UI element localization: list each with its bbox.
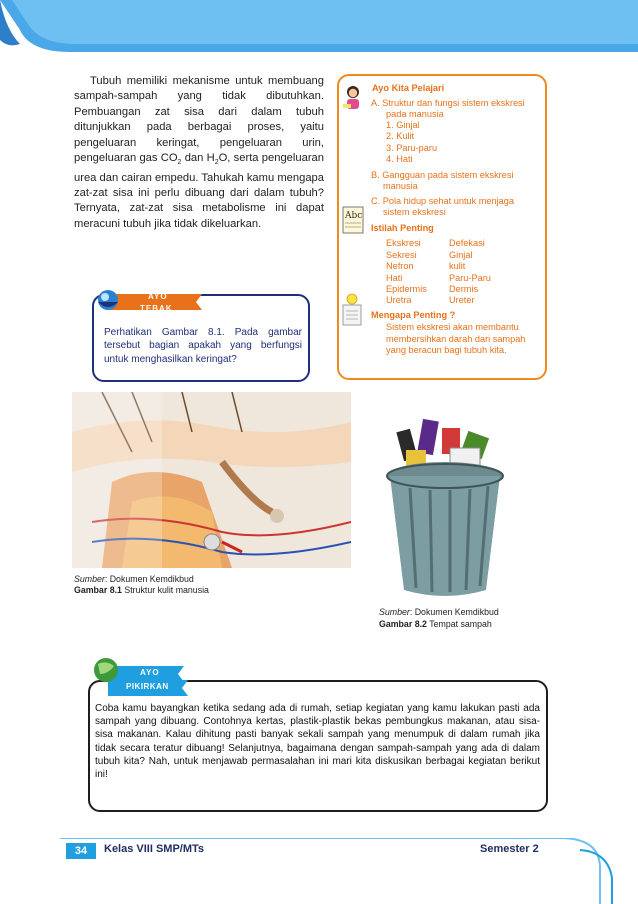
term-right-1: Defekasi: [449, 238, 485, 248]
tebak-question: Perhatikan Gambar 8.1. Pada gambar tersebut bagian apakah yang berfungsi untuk menghasilkan keringat?: [104, 327, 302, 365]
term-left-5: Epidermis: [386, 284, 427, 294]
student-icon: [341, 84, 365, 110]
topic-a-4: 4. Hati: [386, 154, 413, 164]
tebak-banner-label-1: AYO: [148, 292, 168, 301]
lightbulb-note-icon: [340, 293, 364, 327]
top-decoration: [0, 0, 638, 52]
mengapa-line-1: Sistem ekskresi akan membantu: [386, 322, 519, 332]
term-right-3: kulit: [449, 261, 466, 271]
intro-text-a: Tubuh memiliki mekanisme untuk membuang sampah-sampah yang tidak dibutuhkan. Pembuangan zat sisa dari dalam tubuh ditunjukkan pada berbagai proses, yaitu pengeluaran keringat, pengeluaran urin, pengeluaran gas CO: [74, 75, 324, 165]
term-left-4: Hati: [386, 273, 403, 283]
figure1-source: Sumber: Dokumen Kemdikbud: [74, 574, 194, 584]
ayo-kita-pelajari-title: Ayo Kita Pelajari: [372, 83, 445, 93]
term-right-4: Paru-Paru: [449, 273, 491, 283]
topic-a-3: 3. Paru-paru: [386, 143, 438, 153]
intro-paragraph: [74, 74, 324, 232]
term-right-6: Ureter: [449, 295, 475, 305]
topic-c-cont: sistem ekskresi: [383, 207, 446, 217]
pikirkan-banner-label-1: AYO: [140, 668, 160, 677]
figure1-caption: Gambar 8.1 Struktur kulit manusia: [74, 585, 209, 595]
topic-a-cont: pada manusia: [386, 109, 444, 119]
term-left-1: Ekskresi: [386, 238, 421, 248]
dictionary-icon: [340, 205, 366, 235]
footer-semester-label: Semester 2: [480, 843, 539, 855]
topic-c: C. Pola hidup sehat untuk menjaga: [371, 196, 515, 206]
tebak-banner-label-2: TEBAK: [140, 304, 173, 313]
mengapa-line-2: membersihkan darah dari sampah: [386, 334, 526, 344]
topic-a: A. Struktur dan fungsi sistem ekskresi: [371, 98, 525, 108]
term-right-2: Ginjal: [449, 250, 473, 260]
pikirkan-paragraph: Coba kamu bayangkan ketika sedang ada di rumah, setiap kegiatan yang kamu lakukan pasti ada sampah yang dibuang. Contohnya kertas, plastik-plastik bekas pembungkus makanan, atau sisa-sisa makanan. Kalau dihitung pasti banyak sekali sampah yang menumpuk di dalam rumah jika tidak secara teratur dibuang! Selanjutnya, bagaimana dengan sampah-sampah yang ada di dalam tubuh kita? Nah, untuk menjawab permasalahan ini mari kita diskusikan berbagai kegiatan berikut ini!: [95, 703, 540, 781]
term-left-2: Sekresi: [386, 250, 417, 260]
svg-text:Abc: Abc: [345, 211, 363, 221]
h2o-subscript: 2: [214, 159, 219, 167]
skin-structure-image: [72, 392, 351, 568]
topic-b: B. Gangguan pada sistem ekskresi: [371, 170, 514, 180]
term-left-6: Uretra: [386, 295, 412, 305]
figure2-source: Sumber: Dokumen Kemdikbud: [379, 607, 499, 617]
topic-b-cont: manusia: [383, 181, 418, 191]
intro-text-c: O, serta pengeluaran urea dan cairan empedu. Tahukah kamu mengapa zat-zat sisa ini perlu dibuang dari dalam tubuh? Ternyata, zat-zat sisa metabolisme ini dapat meracuni tubuh jika tidak dikeluarkan.: [74, 152, 324, 230]
footer-class-label: Kelas VIII SMP/MTs: [104, 843, 205, 855]
term-right-5: Dermis: [449, 284, 479, 294]
page-number: 34: [74, 845, 88, 857]
topic-a-1: 1. Ginjal: [386, 120, 420, 130]
mengapa-line-3: yang beracun bagi tubuh kita.: [386, 345, 507, 355]
co2-subscript: 2: [177, 159, 182, 167]
topic-a-2: 2. Kulit: [386, 131, 415, 141]
mengapa-penting-title: Mengapa Penting ?: [371, 310, 456, 320]
pikirkan-banner-label-2: PIKIRKAN: [126, 682, 169, 691]
istilah-penting-title: Istilah Penting: [371, 223, 434, 233]
intro-text-b: dan H: [181, 152, 215, 165]
term-left-3: Nefron: [386, 261, 414, 271]
figure2-caption: Gambar 8.2 Tempat sampah: [379, 619, 492, 629]
trash-can-image: [380, 410, 510, 600]
